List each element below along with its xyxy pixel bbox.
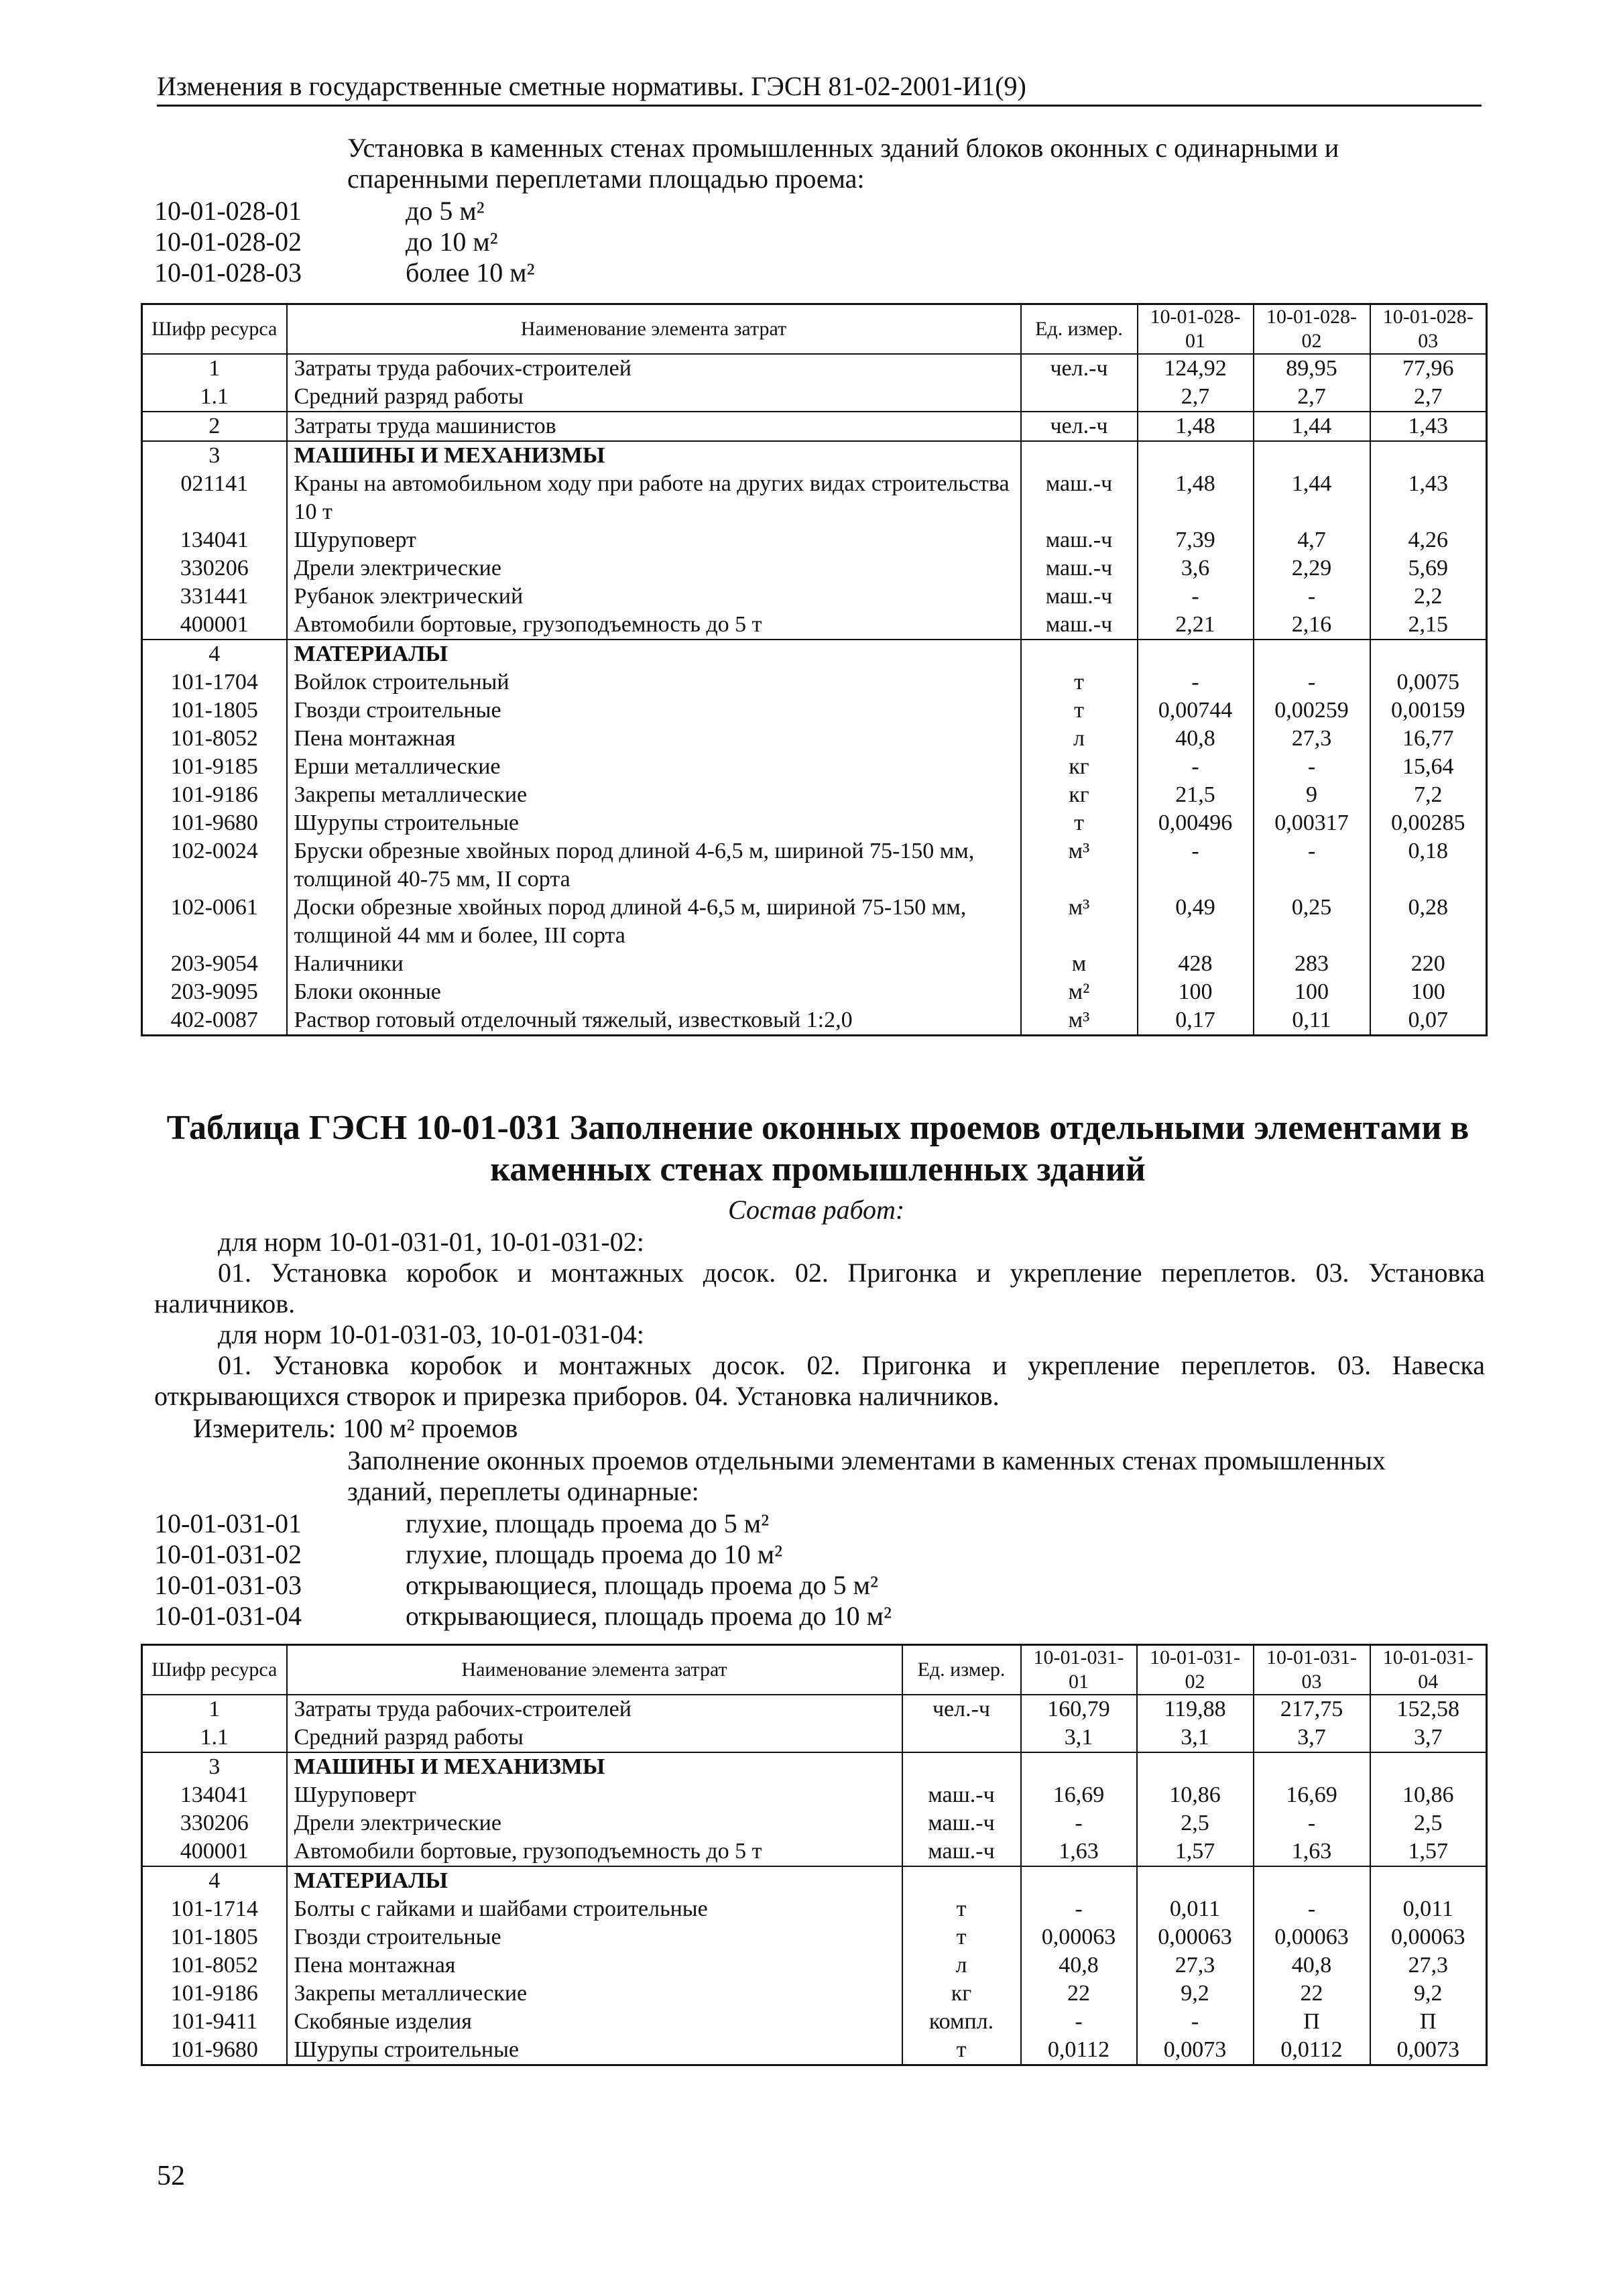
cell-code: 1.1 [142,383,287,412]
table-row [142,1895,1487,1923]
cell-name: МАШИНЫ И МЕХАНИЗМЫ [287,1752,902,1781]
cell-value: 100 [1370,978,1487,1006]
cell-code: 134041 [142,1781,287,1809]
cell-unit [1021,640,1138,668]
cell-value: - [1254,753,1370,781]
cell-value: 89,95 [1254,354,1370,383]
intro-text-line: зданий, переплеты одинарные: [347,1476,699,1506]
cell-value: П [1370,2008,1487,2036]
table-row [142,554,1487,583]
cell-name: Шурупы строительные [287,2036,902,2065]
cell-name: Закрепы металлические [287,781,1021,809]
cell-name: Закрепы металлические [287,1980,902,2008]
cell-code: 102-0024 [142,837,287,894]
cell-value: 1,43 [1370,470,1487,526]
norm-code: 10-01-028-02 [154,227,302,257]
table-row [142,837,1487,894]
cell-value: 0,00744 [1138,697,1254,725]
cell-value: - [1254,837,1370,894]
cell-code: 101-9411 [142,2008,287,2036]
work-composition-text: 01. Установка коробок и монтажных досок. 02. Пригонка и укрепление переплетов. 03. Навеска [218,1350,1485,1380]
cell-value: 1,48 [1138,470,1254,526]
cell-value: - [1021,2008,1137,2036]
cell-value: 4,26 [1370,526,1487,554]
header-norm-col: 10-01-031-03 [1254,1645,1370,1695]
cell-unit: маш.-ч [1021,583,1138,611]
cell-value [1370,640,1487,668]
cell-value [1021,1752,1137,1781]
cell-name: Блоки оконные [287,978,1021,1006]
cell-value: 0,011 [1370,1895,1487,1923]
cell-value: 2,7 [1370,383,1487,412]
cell-code: 101-9186 [142,1980,287,2008]
cell-unit: кг [1021,781,1138,809]
cell-value: 2,15 [1370,611,1487,640]
cell-value: 0,00063 [1370,1923,1487,1951]
table-row [142,753,1487,781]
cell-name: Бруски обрезные хвойных пород длиной 4-6,5 м, шириной 75-150 мм, толщиной 40-75 мм, II сорта [287,837,1021,894]
norm-code: 10-01-031-01 [154,1508,302,1538]
cell-name: Скобяные изделия [287,2008,902,2036]
cell-unit: маш.-ч [902,1781,1021,1809]
composition-label: Состав работ: [728,1195,905,1225]
cell-value: 3,7 [1254,1724,1370,1752]
cell-value: 152,58 [1370,1695,1487,1724]
cell-code: 1.1 [142,1724,287,1752]
cell-value: П [1254,2008,1370,2036]
cell-value: 119,88 [1137,1695,1254,1724]
cell-code: 101-8052 [142,725,287,753]
cell-value: - [1138,583,1254,611]
cell-code: 331441 [142,583,287,611]
norm-code: 10-01-031-04 [154,1601,302,1631]
table-row [142,526,1487,554]
cell-code: 101-1805 [142,1923,287,1951]
cell-value: 0,00259 [1254,697,1370,725]
cell-value: 0,25 [1254,894,1370,950]
table-title: каменных стенах промышленных зданий [490,1150,1146,1189]
work-composition-text: 01. Установка коробок и монтажных досок. 02. Пригонка и укрепление переплетов. 03. Установка [218,1258,1485,1288]
norm-code: 10-01-028-01 [154,196,302,226]
cell-name: Войлок строительный [287,668,1021,697]
cell-value [1254,1752,1370,1781]
cell-value: 7,2 [1370,781,1487,809]
cell-value: 2,29 [1254,554,1370,583]
cell-value [1254,640,1370,668]
cell-value: 77,96 [1370,354,1487,383]
cell-value: 15,64 [1370,753,1487,781]
cell-value: 0,011 [1137,1895,1254,1923]
cell-name: Затраты труда рабочих-строителей [287,354,1021,383]
table-row [142,611,1487,640]
header-norm-col: 10-01-031-01 [1021,1645,1137,1695]
cell-value: 0,00317 [1254,809,1370,837]
cell-value: 0,11 [1254,1006,1370,1036]
cell-value: 160,79 [1021,1695,1137,1724]
cell-value: 16,69 [1021,1781,1137,1809]
cell-name: Наличники [287,950,1021,978]
header-code: Шифр ресурса [142,304,287,355]
table-row [142,412,1487,441]
cell-code: 101-9680 [142,2036,287,2065]
cell-unit [902,1866,1021,1895]
cell-name: Ерши металлические [287,753,1021,781]
cell-value: 2,5 [1370,1809,1487,1837]
cell-unit: т [1021,809,1138,837]
cell-value: 2,7 [1254,383,1370,412]
cell-unit [902,1724,1021,1752]
cell-value: 3,1 [1021,1724,1137,1752]
resource-table-028 [141,303,1488,1036]
cell-unit [1021,383,1138,412]
table-row [142,1724,1487,1752]
table-row [142,809,1487,837]
cell-unit: т [1021,697,1138,725]
cell-value: 217,75 [1254,1695,1370,1724]
cell-value: 2,5 [1137,1809,1254,1837]
table-body [142,354,1487,1036]
cell-value: 0,00496 [1138,809,1254,837]
cell-value [1254,441,1370,470]
cell-value: 21,5 [1138,781,1254,809]
norm-description: открывающиеся, площадь проема до 10 м² [406,1601,892,1631]
cell-code: 402-0087 [142,1006,287,1036]
cell-value: - [1254,583,1370,611]
cell-value: 0,00063 [1254,1923,1370,1951]
cell-value: 40,8 [1138,725,1254,753]
cell-code: 101-9186 [142,781,287,809]
cell-unit: м³ [1021,1006,1138,1036]
table-row [142,383,1487,412]
cell-value: - [1138,668,1254,697]
cell-value: 2,7 [1138,383,1254,412]
cell-unit: маш.-ч [1021,554,1138,583]
cell-name: Доски обрезные хвойных пород длиной 4-6,5 м, шириной 75-150 мм, толщиной 44 мм и более, III сорта [287,894,1021,950]
cell-name: Болты с гайками и шайбами строительные [287,1895,902,1923]
cell-unit: маш.-ч [902,1809,1021,1837]
cell-value: 1,63 [1254,1837,1370,1866]
cell-unit: л [1021,725,1138,753]
cell-value: 2,21 [1138,611,1254,640]
cell-value: 9,2 [1137,1980,1254,2008]
cell-code: 1 [142,354,287,383]
cell-value: 1,63 [1021,1837,1137,1866]
cell-unit: кг [902,1980,1021,2008]
table-row [142,640,1487,668]
cell-name: Автомобили бортовые, грузоподъемность до 5 т [287,611,1021,640]
cell-unit: м³ [1021,894,1138,950]
table-row [142,1781,1487,1809]
norm-description: до 5 м² [406,196,485,226]
cell-unit: т [902,2036,1021,2065]
cell-unit: м² [1021,978,1138,1006]
cell-name: Гвозди строительные [287,697,1021,725]
cell-value [1137,1866,1254,1895]
cell-code: 330206 [142,1809,287,1837]
cell-name: Рубанок электрический [287,583,1021,611]
cell-value [1370,1866,1487,1895]
cell-code: 102-0061 [142,894,287,950]
cell-value: 5,69 [1370,554,1487,583]
norm-description: глухие, площадь проема до 5 м² [406,1508,770,1538]
cell-value: 0,0112 [1254,2036,1370,2065]
running-header: Изменения в государственные сметные нормативы. ГЭСН 81-02-2001-И1(9) [157,70,1482,107]
work-composition-text: наличников. [154,1288,296,1319]
cell-unit: маш.-ч [1021,526,1138,554]
cell-value: 1,44 [1254,470,1370,526]
cell-value: 0,07 [1370,1006,1487,1036]
cell-unit [902,1752,1021,1781]
cell-name: Дрели электрические [287,1809,902,1837]
norm-description: до 10 м² [406,227,498,257]
cell-value: 3,7 [1370,1724,1487,1752]
cell-code: 101-1805 [142,697,287,725]
cell-value: 0,0075 [1370,668,1487,697]
page-number: 52 [157,2161,185,2191]
cell-code: 101-1704 [142,668,287,697]
cell-value: 1,44 [1254,412,1370,441]
cell-code: 101-9680 [142,809,287,837]
header-norm-col: 10-01-028-03 [1370,304,1487,355]
cell-name: Средний разряд работы [287,383,1021,412]
cell-value: 22 [1254,1980,1370,2008]
cell-value: 4,7 [1254,526,1370,554]
norm-code: 10-01-031-03 [154,1570,302,1600]
intro-text-line: Заполнение оконных проемов отдельными элементами в каменных стенах промышленных [347,1445,1386,1475]
table-row [142,1866,1487,1895]
header-code: Шифр ресурса [142,1645,287,1695]
cell-value: - [1137,2008,1254,2036]
header-unit: Ед. измер. [1021,304,1138,355]
cell-name: Пена монтажная [287,725,1021,753]
cell-value: 0,18 [1370,837,1487,894]
header-norm-col: 10-01-028-02 [1254,304,1370,355]
cell-value: 1,57 [1370,1837,1487,1866]
cell-value [1138,640,1254,668]
table-row [142,1809,1487,1837]
cell-value: 428 [1138,950,1254,978]
cell-unit: т [902,1895,1021,1923]
header-name: Наименование элемента затрат [287,1645,902,1695]
cell-code: 101-8052 [142,1951,287,1980]
table-row [142,1752,1487,1781]
cell-value: 22 [1021,1980,1137,2008]
cell-name: Шуруповерт [287,1781,902,1809]
cell-name: Затраты труда машинистов [287,412,1021,441]
work-composition-text: открывающихся створок и прирезка приборов. 04. Установка наличников. [154,1381,1000,1411]
cell-value: 220 [1370,950,1487,978]
cell-value [1254,1866,1370,1895]
cell-code: 400001 [142,611,287,640]
cell-code: 101-9185 [142,753,287,781]
table-row [142,950,1487,978]
cell-unit: т [1021,668,1138,697]
cell-value: 2,16 [1254,611,1370,640]
cell-value: 27,3 [1137,1951,1254,1980]
cell-value: 0,17 [1138,1006,1254,1036]
cell-value: 0,00063 [1021,1923,1137,1951]
cell-name: Гвозди строительные [287,1923,902,1951]
cell-name: МАТЕРИАЛЫ [287,1866,902,1895]
cell-value: 16,69 [1254,1781,1370,1809]
cell-value [1137,1752,1254,1781]
cell-code: 101-1714 [142,1895,287,1923]
table-body [142,1695,1487,2065]
cell-value: 1,57 [1137,1837,1254,1866]
table-row [142,894,1487,950]
cell-value [1138,441,1254,470]
intro-text-line: спаренными переплетами площадью проема: [347,164,865,194]
cell-code: 400001 [142,1837,287,1866]
cell-unit: маш.-ч [1021,470,1138,526]
cell-unit: т [902,1923,1021,1951]
table-row [142,1837,1487,1866]
norm-description: более 10 м² [406,257,535,288]
cell-value: 0,00063 [1137,1923,1254,1951]
cell-value: 124,92 [1138,354,1254,383]
table-row [142,2008,1487,2036]
cell-value: 0,28 [1370,894,1487,950]
cell-value: - [1021,1895,1137,1923]
cell-name: Шурупы строительные [287,809,1021,837]
cell-code: 203-9095 [142,978,287,1006]
cell-value [1370,1752,1487,1781]
cell-unit [1021,441,1138,470]
table-row [142,1980,1487,2008]
cell-code: 3 [142,1752,287,1781]
table-row [142,583,1487,611]
cell-value: - [1254,668,1370,697]
norm-code: 10-01-028-03 [154,257,302,288]
cell-code: 1 [142,1695,287,1724]
cell-unit: чел.-ч [1021,354,1138,383]
cell-unit: компл. [902,2008,1021,2036]
cell-value: - [1021,1809,1137,1837]
cell-unit: маш.-ч [902,1837,1021,1866]
cell-unit: л [902,1951,1021,1980]
cell-value: 27,3 [1254,725,1370,753]
table-row [142,1695,1487,1724]
cell-value: 0,49 [1138,894,1254,950]
table-row [142,668,1487,697]
cell-value: 1,48 [1138,412,1254,441]
header-norm-col: 10-01-031-02 [1137,1645,1254,1695]
cell-name: Автомобили бортовые, грузоподъемность до 5 т [287,1837,902,1866]
norms-label: для норм 10-01-031-01, 10-01-031-02: [218,1227,644,1257]
cell-code: 4 [142,640,287,668]
table-row [142,1923,1487,1951]
intro-text-line: Установка в каменных стенах промышленных зданий блоков оконных с одинарными и [347,133,1339,163]
cell-value: 9,2 [1370,1980,1487,2008]
table-row [142,441,1487,470]
cell-value: 283 [1254,950,1370,978]
norm-description: глухие, площадь проема до 10 м² [406,1539,783,1569]
norms-label: для норм 10-01-031-03, 10-01-031-04: [218,1319,644,1349]
cell-value: - [1254,1809,1370,1837]
cell-value: 27,3 [1370,1951,1487,1980]
cell-value: 7,39 [1138,526,1254,554]
norm-description: открывающиеся, площадь проема до 5 м² [406,1570,878,1600]
cell-value: - [1138,753,1254,781]
cell-unit: маш.-ч [1021,611,1138,640]
cell-name: Пена монтажная [287,1951,902,1980]
cell-unit: чел.-ч [902,1695,1021,1724]
cell-name: Дрели электрические [287,554,1021,583]
cell-name: Затраты труда рабочих-строителей [287,1695,902,1724]
cell-name: МАШИНЫ И МЕХАНИЗМЫ [287,441,1021,470]
table-title: Таблица ГЭСН 10-01-031 Заполнение оконных проемов отдельными элементами в [166,1109,1469,1147]
cell-value [1370,441,1487,470]
cell-value: 3,6 [1138,554,1254,583]
cell-unit: кг [1021,753,1138,781]
meter-text: Измеритель: 100 м² проемов [193,1413,518,1443]
table-row [142,2036,1487,2065]
cell-value: 0,0073 [1137,2036,1254,2065]
cell-code: 203-9054 [142,950,287,978]
cell-value [1021,1866,1137,1895]
cell-value: 0,00159 [1370,697,1487,725]
cell-unit: м³ [1021,837,1138,894]
cell-value: 10,86 [1137,1781,1254,1809]
cell-code: 4 [142,1866,287,1895]
cell-unit: чел.-ч [1021,412,1138,441]
cell-name: Шуруповерт [287,526,1021,554]
cell-value: 40,8 [1021,1951,1137,1980]
cell-unit: м [1021,950,1138,978]
cell-name: Краны на автомобильном ходу при работе на других видах строительства 10 т [287,470,1021,526]
header-unit: Ед. измер. [902,1645,1021,1695]
table-row [142,1006,1487,1036]
cell-value: 0,0112 [1021,2036,1137,2065]
norm-code: 10-01-031-02 [154,1539,302,1569]
table-row [142,725,1487,753]
resource-table-031 [141,1644,1488,2066]
cell-name: МАТЕРИАЛЫ [287,640,1021,668]
cell-value: 1,43 [1370,412,1487,441]
cell-value: 0,00285 [1370,809,1487,837]
cell-value: - [1254,1895,1370,1923]
cell-value: 3,1 [1137,1724,1254,1752]
cell-code: 3 [142,441,287,470]
cell-value: 100 [1254,978,1370,1006]
cell-name: Раствор готовый отделочный тяжелый, известковый 1:2,0 [287,1006,1021,1036]
cell-value: 2,2 [1370,583,1487,611]
cell-value: 10,86 [1370,1781,1487,1809]
cell-value: - [1138,837,1254,894]
header-norm-col: 10-01-031-04 [1370,1645,1487,1695]
cell-name: Средний разряд работы [287,1724,902,1752]
cell-value: 40,8 [1254,1951,1370,1980]
cell-value: 16,77 [1370,725,1487,753]
cell-value: 0,0073 [1370,2036,1487,2065]
table-row [142,697,1487,725]
table-row [142,470,1487,526]
header-norm-col: 10-01-028-01 [1138,304,1254,355]
table-row [142,781,1487,809]
header-name: Наименование элемента затрат [287,304,1021,355]
cell-code: 330206 [142,554,287,583]
cell-code: 021141 [142,470,287,526]
table-row [142,354,1487,383]
cell-value: 9 [1254,781,1370,809]
table-row [142,1951,1487,1980]
cell-value: 100 [1138,978,1254,1006]
cell-code: 2 [142,412,287,441]
cell-code: 134041 [142,526,287,554]
table-row [142,978,1487,1006]
